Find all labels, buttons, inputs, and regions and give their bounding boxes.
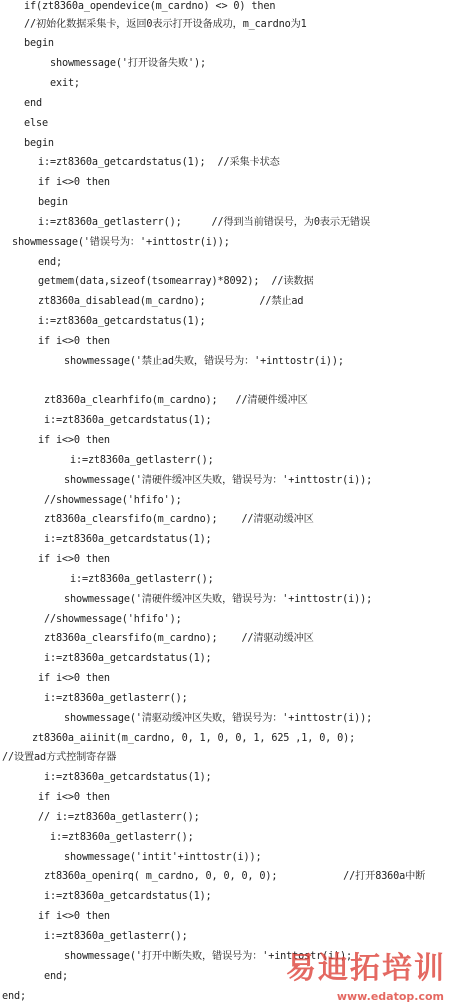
code-line: if(zt8360a_opendevice(m_cardno) <> 0) then <box>24 1 276 12</box>
code-line: //showmessage('hfifo'); <box>44 495 182 506</box>
code-line: end; <box>2 991 26 1002</box>
code-line: zt8360a_clearhfifo(m_cardno); //清硬件缓冲区 <box>44 395 308 406</box>
code-line: i:=zt8360a_getlasterr(); <box>50 832 194 843</box>
code-line: i:=zt8360a_getlasterr(); <box>44 931 188 942</box>
code-line: if i<>0 then <box>38 554 110 565</box>
code-line: showmessage('清硬件缓冲区失败，错误号为：'+inttostr(i)); <box>64 594 373 605</box>
code-line: zt8360a_openirq( m_cardno, 0, 0, 0, 0); //打开8360a中断 <box>44 871 426 882</box>
code-line: i:=zt8360a_getcardstatus(1); <box>38 316 206 327</box>
code-line: showmessage('打开中断失败，错误号为：'+inttostr(i)); <box>64 951 352 962</box>
code-line: i:=zt8360a_getcardstatus(1); //采集卡状态 <box>38 157 280 168</box>
code-line: showmessage('打开设备失败'); <box>50 58 206 69</box>
code-line: showmessage('错误号为：'+inttostr(i)); <box>12 237 230 248</box>
code-line: if i<>0 then <box>38 792 110 803</box>
code-line: //初始化数据采集卡，返回0表示打开设备成功，m_cardno为1 <box>24 19 307 30</box>
code-line: i:=zt8360a_getlasterr(); <box>70 455 214 466</box>
code-line: end <box>24 98 42 109</box>
code-line: begin <box>24 38 54 49</box>
code-line: zt8360a_disablead(m_cardno); //禁止ad <box>38 296 304 307</box>
code-line: showmessage('清硬件缓冲区失败，错误号为：'+inttostr(i)); <box>64 475 373 486</box>
code-line: i:=zt8360a_getcardstatus(1); <box>44 534 212 545</box>
code-line: showmessage('禁止ad失败，错误号为：'+inttostr(i)); <box>64 356 344 367</box>
code-line: // i:=zt8360a_getlasterr(); <box>38 812 200 823</box>
code-line: if i<>0 then <box>38 911 110 922</box>
code-line: i:=zt8360a_getlasterr(); <box>70 574 214 585</box>
code-line: i:=zt8360a_getcardstatus(1); <box>44 653 212 664</box>
watermark-url: www.edatop.com <box>336 990 444 1003</box>
code-line: if i<>0 then <box>38 673 110 684</box>
code-line: i:=zt8360a_getlasterr(); <box>44 693 188 704</box>
code-line: begin <box>38 197 68 208</box>
code-line: if i<>0 then <box>38 435 110 446</box>
code-line: else <box>24 118 48 129</box>
code-line: //showmessage('hfifo'); <box>44 614 182 625</box>
code-line: showmessage('清驱动缓冲区失败，错误号为：'+inttostr(i)); <box>64 713 373 724</box>
code-line: zt8360a_clearsfifo(m_cardno); //清驱动缓冲区 <box>44 633 314 644</box>
code-line: i:=zt8360a_getcardstatus(1); <box>44 891 212 902</box>
code-line: zt8360a_aiinit(m_cardno, 0, 1, 0, 0, 1, 625 ,1, 0, 0); <box>32 733 356 744</box>
code-line: end; <box>38 257 62 268</box>
code-line: getmem(data,sizeof(tsomearray)*8092); //读数据 <box>38 276 314 287</box>
code-line: //设置ad方式控制寄存器 <box>2 752 117 763</box>
watermark-logo: 易迪拓培训 <box>286 951 446 986</box>
code-line: if i<>0 then <box>38 336 110 347</box>
code-line: showmessage('intit'+inttostr(i)); <box>64 852 262 863</box>
code-line: exit; <box>50 78 80 89</box>
code-line: i:=zt8360a_getlasterr(); //得到当前错误号，为0表示无错误 <box>38 217 370 228</box>
code-line: if i<>0 then <box>38 177 110 188</box>
code-line: zt8360a_clearsfifo(m_cardno); //清驱动缓冲区 <box>44 514 314 525</box>
code-line: i:=zt8360a_getcardstatus(1); <box>44 772 212 783</box>
code-line: i:=zt8360a_getcardstatus(1); <box>44 415 212 426</box>
code-line: begin <box>24 138 54 149</box>
code-line: end; <box>44 971 68 982</box>
